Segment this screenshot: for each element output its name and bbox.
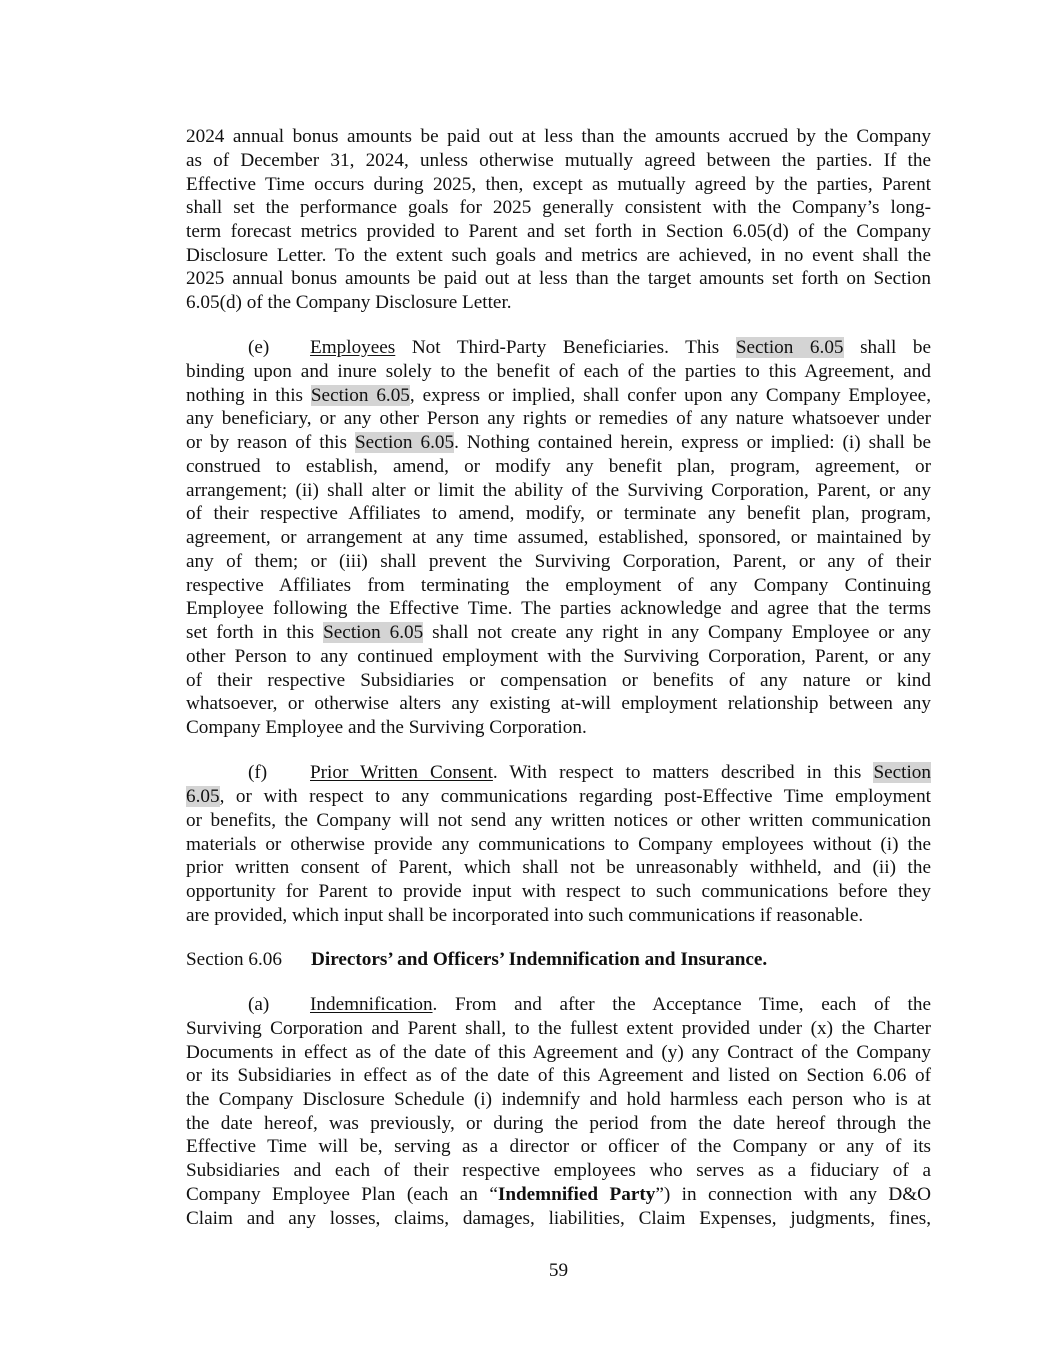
text-line [186, 1183, 931, 1207]
text-span: shall be [843, 337, 931, 358]
section-reference[interactable]: 6.05 [186, 786, 220, 807]
text-span: or by reason of this [186, 432, 355, 453]
paragraph-label: (f) [248, 762, 268, 783]
text-line: materials or otherwise provide any communications to Company employees without (i) the [186, 834, 931, 855]
section-reference[interactable]: Section 6.05 [735, 337, 844, 358]
text-span: Not Third-Party Beneficiaries. This [395, 337, 736, 358]
text-span: . From and after the Acceptance Time, each of the [432, 994, 931, 1015]
text-line: Surviving Corporation and Parent shall, to the fullest extent provided under (x) the Charter [186, 1018, 931, 1039]
text-line: Effective Time will be, serving as a director or officer of the Company or any of its [186, 1136, 931, 1157]
text-line: Claim and any losses, claims, damages, liabilities, Claim Expenses, judgments, fines, [186, 1208, 931, 1229]
text-line: prior written consent of Parent, which shall not be unreasonably withheld, and (ii) the [186, 857, 931, 878]
text-span: set forth in this [186, 622, 324, 643]
text-line: Disclosure Letter. To the extent such goals and metrics are achieved, in no event shall the [186, 245, 931, 266]
text-line: Effective Time occurs during 2025, then, except as mutually agreed by the parties, Parent [186, 174, 931, 195]
section-reference[interactable]: Section 6.05 [310, 385, 410, 406]
text-span: shall not create any right in any Company Employee or any [423, 622, 931, 643]
paragraph-label: (a) [248, 994, 270, 1015]
text-span: , or with respect to any communications regarding post-Effective Time employment [219, 786, 931, 807]
text-line: Subsidiaries and each of their respective employees who serves as a fiduciary of a [186, 1160, 931, 1181]
text-line: 2025 annual bonus amounts be paid out at less than the target amounts set forth on Section [186, 268, 931, 289]
text-line: whatsoever, or otherwise alters any existing at-will employment relationship between any [186, 693, 931, 714]
text-line: or benefits, the Company will not send any written notices or other written communication [186, 810, 931, 831]
text-line: of their respective Affiliates to amend, modify, or terminate any benefit plan, program, [186, 503, 931, 524]
text-line: construed to establish, amend, or modify any benefit plan, program, agreement, or [186, 456, 931, 477]
text-span: . Nothing contained herein, express or implied: (i) shall be [454, 432, 931, 453]
text-line [186, 384, 931, 408]
text-line: the Company Disclosure Schedule (i) indemnify and hold harmless each person who is at [186, 1089, 931, 1110]
paragraph-heading: Employees [310, 337, 396, 358]
text-line [186, 621, 931, 645]
text-span: Company Employee Plan (each an “ [186, 1184, 498, 1205]
text-line [186, 431, 931, 455]
text-line [186, 761, 931, 785]
text-line [186, 993, 931, 1017]
text-line [186, 785, 931, 809]
text-line: or its Subsidiaries in effect as of the date of this Agreement and listed on Section 6.06 of [186, 1065, 931, 1086]
text-line: as of December 31, 2024, unless otherwise mutually agreed between the parties. If the [186, 150, 931, 171]
text-span: nothing in this [186, 385, 311, 406]
text-line: the date hereof, was previously, or during the period from the date hereof through the [186, 1113, 931, 1134]
paragraph-label: (e) [248, 337, 270, 358]
text-line: any of them; or (iii) shall prevent the Surviving Corporation, Parent, or any of their [186, 551, 931, 572]
text-line: shall set the performance goals for 2025 generally consistent with the Company’s long- [186, 197, 931, 218]
text-line: respective Affiliates from terminating the employment of any Company Continuing [186, 575, 931, 596]
defined-term: Indemnified Party [497, 1184, 656, 1205]
text-line: agreement, or arrangement at any time assumed, established, sponsored, or maintained by [186, 527, 931, 548]
text-line: arrangement; (ii) shall alter or limit the ability of the Surviving Corporation, Parent, or any [186, 480, 931, 501]
text-line: Documents in effect as of the date of this Agreement and (y) any Contract of the Company [186, 1042, 931, 1063]
text-line: are provided, which input shall be incorporated into such communications if reasonable. [186, 905, 864, 926]
section-number: Section 6.06 [186, 949, 282, 970]
text-line [186, 336, 931, 360]
paragraph-heading: Indemnification [310, 994, 433, 1015]
text-line: binding upon and inure solely to the benefit of each of the parties to this Agreement, and [186, 361, 931, 382]
text-line: Employee following the Effective Time. The parties acknowledge and agree that the terms [186, 598, 931, 619]
section-heading [186, 948, 931, 972]
section-reference[interactable]: Section 6.05 [354, 432, 455, 453]
text-span: ”) in connection with any D&O [655, 1184, 931, 1205]
text-span: . With respect to matters described in this [492, 762, 874, 783]
text-line: Company Employee and the Surviving Corporation. [186, 717, 587, 738]
paragraph-heading: Prior Written Consent [310, 762, 493, 783]
text-span: , express or implied, shall confer upon any Company Employee, [409, 385, 931, 406]
text-line: of their respective Subsidiaries or compensation or benefits of any nature or kind [186, 670, 931, 691]
text-line: any beneficiary, or any other Person any rights or remedies of any nature whatsoever under [186, 408, 931, 429]
text-line: other Person to any continued employment with the Surviving Corporation, Parent, or any [186, 646, 931, 667]
section-title: Directors’ and Officers’ Indemnification and Insurance. [311, 949, 768, 970]
text-line: 2024 annual bonus amounts be paid out at less than the amounts accrued by the Company [186, 126, 931, 147]
section-reference[interactable]: Section [873, 762, 931, 783]
page-number: 59 [548, 1260, 569, 1281]
section-reference[interactable]: Section 6.05 [323, 622, 424, 643]
text-line: term forecast metrics provided to Parent and set forth in Section 6.05(d) of the Company [186, 221, 931, 242]
text-line: opportunity for Parent to provide input with respect to such communications before they [186, 881, 931, 902]
text-line: 6.05(d) of the Company Disclosure Letter. [186, 292, 512, 313]
